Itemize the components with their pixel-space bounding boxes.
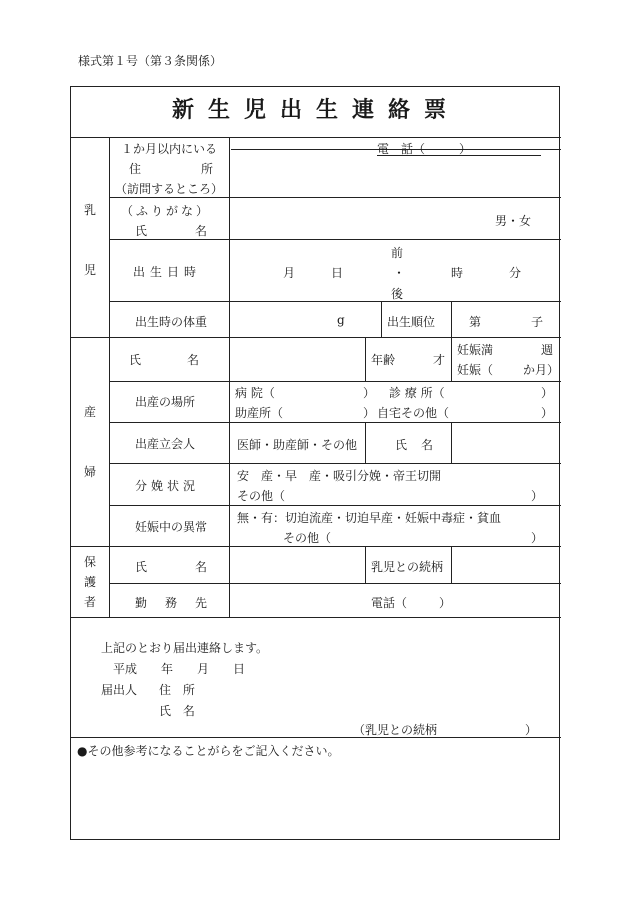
birth-weight-label: 出生時の体重 <box>135 315 208 329</box>
reporter-name-label: 氏 名 <box>159 704 199 718</box>
minute-label: 分 <box>509 266 522 280</box>
pregnancy-months: か月） <box>523 363 560 377</box>
delivery-options[interactable]: 安 産・早 産・吸引分娩・帝王切開 <box>237 469 442 483</box>
name-kana-label: （ふりがな） <box>121 204 212 218</box>
delivery-other-open[interactable]: その他（ <box>237 489 286 503</box>
reporter-relation-open: （乳児との続柄 <box>353 723 438 737</box>
infant-section-label-2: 児 <box>83 263 96 277</box>
name-label-char2: 名 <box>195 224 208 238</box>
reporter-address-label: 住 所 <box>159 683 199 697</box>
guardian-name-label-char1: 氏 <box>135 560 148 574</box>
delivery-label: 分娩状況 <box>135 479 200 493</box>
age-unit: 才 <box>433 353 446 367</box>
guardian-name-input[interactable] <box>231 547 365 582</box>
cell-divider <box>365 546 366 583</box>
declaration-text: 上記のとおり届出連絡します。 <box>101 641 269 655</box>
month-label: 月 <box>283 266 296 280</box>
work-label-char2: 務 <box>165 596 178 610</box>
row-divider <box>109 422 561 423</box>
midwifery-option[interactable]: 助産所（ <box>235 406 284 420</box>
row-divider <box>109 463 561 464</box>
address-label-line3: （訪問するところ） <box>115 182 224 196</box>
delivery-other-close: ） <box>531 489 544 503</box>
order-suffix: 子 <box>531 315 544 329</box>
hospital-option[interactable]: 病 院（ <box>235 386 275 400</box>
am-label[interactable]: 前 <box>391 246 404 260</box>
phone-label-2: 話（ <box>401 142 426 156</box>
birth-datetime-label: 出生日時 <box>133 265 202 279</box>
day-label: 日 <box>331 266 344 280</box>
section-divider <box>71 617 561 618</box>
phone-close: ） <box>459 142 472 156</box>
cell-divider <box>451 422 452 463</box>
cell-divider <box>365 422 366 463</box>
cell-divider <box>365 337 366 381</box>
age-label: 年齢 <box>371 353 396 367</box>
work-label-char1: 勤 <box>135 596 148 610</box>
form-title: 新生児出生連絡票 <box>171 97 460 123</box>
infant-section-label-1: 乳 <box>83 203 96 217</box>
guardian-phone-close: ） <box>439 596 452 610</box>
home-other-close: ） <box>541 406 554 420</box>
clinic-close: ） <box>541 386 554 400</box>
address-label-char2: 所 <box>201 162 214 176</box>
order-prefix: 第 <box>469 315 482 329</box>
attendant-name-label-char1: 氏 <box>395 438 408 452</box>
form-code: 様式第１号（第３条関係） <box>78 54 223 68</box>
row-divider <box>109 239 561 240</box>
mother-name-label-char2: 名 <box>187 353 200 367</box>
complication-label: 妊娠中の異常 <box>135 520 208 534</box>
declaration-month-label: 月 <box>197 662 210 676</box>
title-divider <box>71 137 561 138</box>
address-label-line1: １か月以内にいる <box>121 142 218 156</box>
cell-divider <box>451 337 452 381</box>
attendant-name-input[interactable] <box>453 424 559 462</box>
notes-prompt: ●その他参考になることがらをご記入ください。 <box>77 744 340 758</box>
guardian-section-label-3: 者 <box>83 595 96 609</box>
hospital-close: ） <box>363 386 376 400</box>
complication-options[interactable]: 無・有：切迫流産・切迫早産・妊娠中毒症・貧血 <box>237 511 502 525</box>
midwifery-close: ） <box>363 406 376 420</box>
section-divider <box>71 737 561 738</box>
cell-divider <box>451 301 452 337</box>
birth-order-label: 出生順位 <box>387 315 436 329</box>
section-col-divider <box>109 137 110 617</box>
pregnancy-open: 妊娠（ <box>457 363 494 377</box>
birth-weight-input[interactable] <box>231 302 381 336</box>
address-label-char1: 住 <box>129 162 142 176</box>
gestation-full-label: 妊娠満 <box>457 343 494 357</box>
guardian-relation-label: 乳児との続柄 <box>371 560 444 574</box>
phone-label: 電 <box>377 142 390 156</box>
mother-section-label-1: 産 <box>83 405 96 419</box>
complication-other-close: ） <box>531 531 544 545</box>
infant-name-input[interactable] <box>231 198 491 238</box>
guardian-section-label-2: 護 <box>83 575 96 589</box>
label-col-divider <box>229 137 230 617</box>
row-divider <box>109 505 561 506</box>
workplace-input[interactable] <box>231 584 371 616</box>
mother-name-input[interactable] <box>231 338 365 380</box>
notes-input[interactable] <box>73 759 557 837</box>
hour-label: 時 <box>451 266 464 280</box>
year-label: 年 <box>161 662 174 676</box>
reporter-label: 届出人 <box>101 683 138 697</box>
pm-label[interactable]: 後 <box>391 287 404 301</box>
guardian-section-label-1: 保 <box>83 555 96 569</box>
complication-other-open[interactable]: その他（ <box>283 531 332 545</box>
attendant-options[interactable]: 医師・助産師・その他 <box>237 438 358 452</box>
gestation-week-unit: 週 <box>541 343 554 357</box>
address-input[interactable] <box>231 150 561 196</box>
birth-notification-form <box>70 86 560 840</box>
birthplace-label: 出産の場所 <box>135 395 196 409</box>
cell-divider <box>381 301 382 337</box>
attendant-name-label-char2: 名 <box>421 438 434 452</box>
work-label-char3: 先 <box>195 596 208 610</box>
sex-options[interactable]: 男・女 <box>495 214 532 228</box>
guardian-name-label-char2: 名 <box>195 560 208 574</box>
row-divider <box>109 381 561 382</box>
declaration-day-label: 日 <box>233 662 246 676</box>
attendant-label: 出産立会人 <box>135 437 196 451</box>
clinic-option[interactable]: 診 療 所（ <box>389 386 445 400</box>
guardian-phone-label: 電話（ <box>371 596 408 610</box>
name-label-char1: 氏 <box>135 224 148 238</box>
home-other-option[interactable]: 自宅その他（ <box>377 406 450 420</box>
mother-section-label-2: 婦 <box>83 465 96 479</box>
cell-divider <box>451 546 452 583</box>
gram-unit: g <box>337 313 345 327</box>
era-label: 平成 <box>113 662 138 676</box>
reporter-relation-close: ） <box>525 723 538 737</box>
guardian-relation-input[interactable] <box>453 547 559 582</box>
ampm-separator: ・ <box>393 266 406 280</box>
mother-name-label-char1: 氏 <box>129 353 142 367</box>
